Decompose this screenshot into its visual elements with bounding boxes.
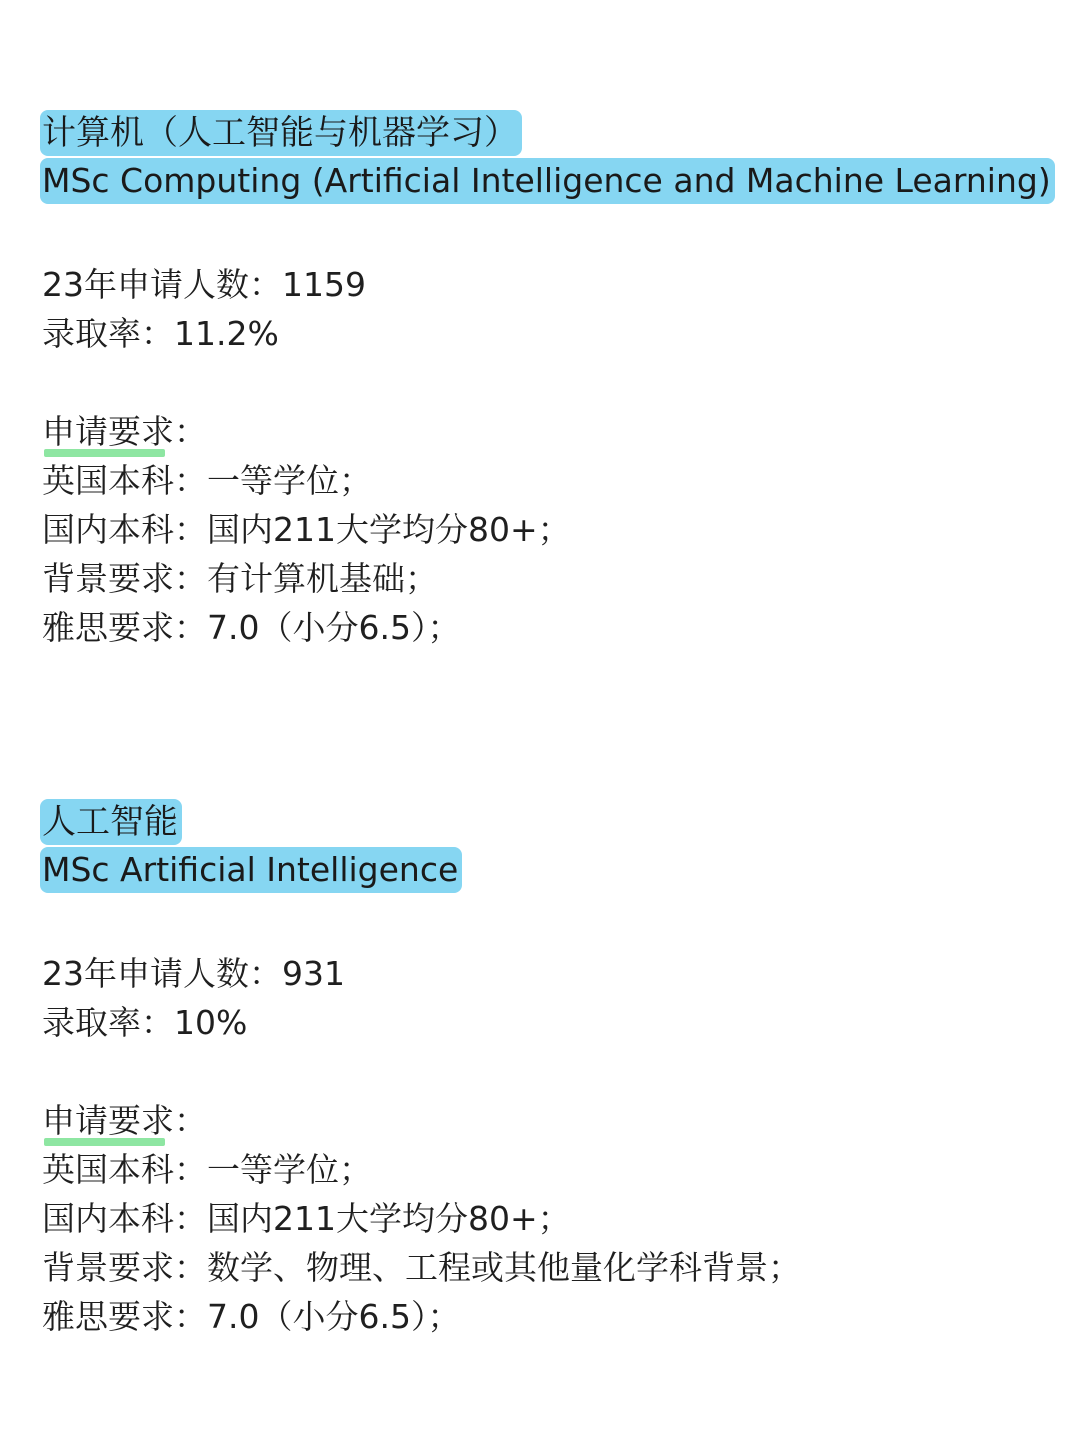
- program-title-en: MSc Artificial Intelligence: [40, 847, 462, 893]
- program-title-en-row: [42, 847, 1050, 895]
- requirement-item: 国内本科：国内211大学均分80+；: [42, 1199, 571, 1238]
- requirement-item: 雅思要求：7.0（小分6.5）；: [42, 608, 461, 647]
- requirements-heading: [42, 1096, 207, 1145]
- requirement-item: 雅思要求：7.0（小分6.5）；: [42, 1297, 461, 1336]
- admission-rate: 录取率：10%: [42, 1003, 248, 1042]
- admission-rate: 录取率：11.2%: [42, 314, 279, 353]
- requirements-heading-row: [42, 407, 1050, 456]
- program-title-zh: 人工智能: [40, 799, 182, 845]
- requirement-item: 背景要求：数学、物理、工程或其他量化学科背景；: [42, 1248, 801, 1287]
- program-title-zh-row: [42, 799, 1050, 847]
- program-section-computing-ai-ml: [42, 110, 1050, 652]
- requirement-item: 国内本科：国内211大学均分80+；: [42, 510, 571, 549]
- program-title-zh-row: [42, 110, 1050, 158]
- program-title-en: MSc Computing (Artificial Intelligence and Machine Learning): [40, 158, 1055, 204]
- requirements-heading-row: [42, 1096, 1050, 1145]
- program-stats: [42, 949, 1050, 1047]
- requirement-item: 英国本科：一等学位；: [42, 1150, 372, 1189]
- requirements-heading-text: 申请要求：: [42, 1101, 207, 1140]
- program-stats: [42, 260, 1050, 358]
- program-title-en-row: [42, 158, 1050, 206]
- requirements-heading: [42, 407, 207, 456]
- requirement-item: 背景要求：有计算机基础；: [42, 559, 438, 598]
- applicants-count: 23年申请人数：1159: [42, 265, 366, 304]
- requirements-block: [42, 1096, 1050, 1341]
- applicants-count: 23年申请人数：931: [42, 954, 345, 993]
- requirements-block: [42, 407, 1050, 652]
- program-title-zh: 计算机（人工智能与机器学习）: [40, 110, 522, 156]
- requirement-item: 英国本科：一等学位；: [42, 461, 372, 500]
- program-section-ai: [42, 799, 1050, 1341]
- requirements-heading-text: 申请要求：: [42, 412, 207, 451]
